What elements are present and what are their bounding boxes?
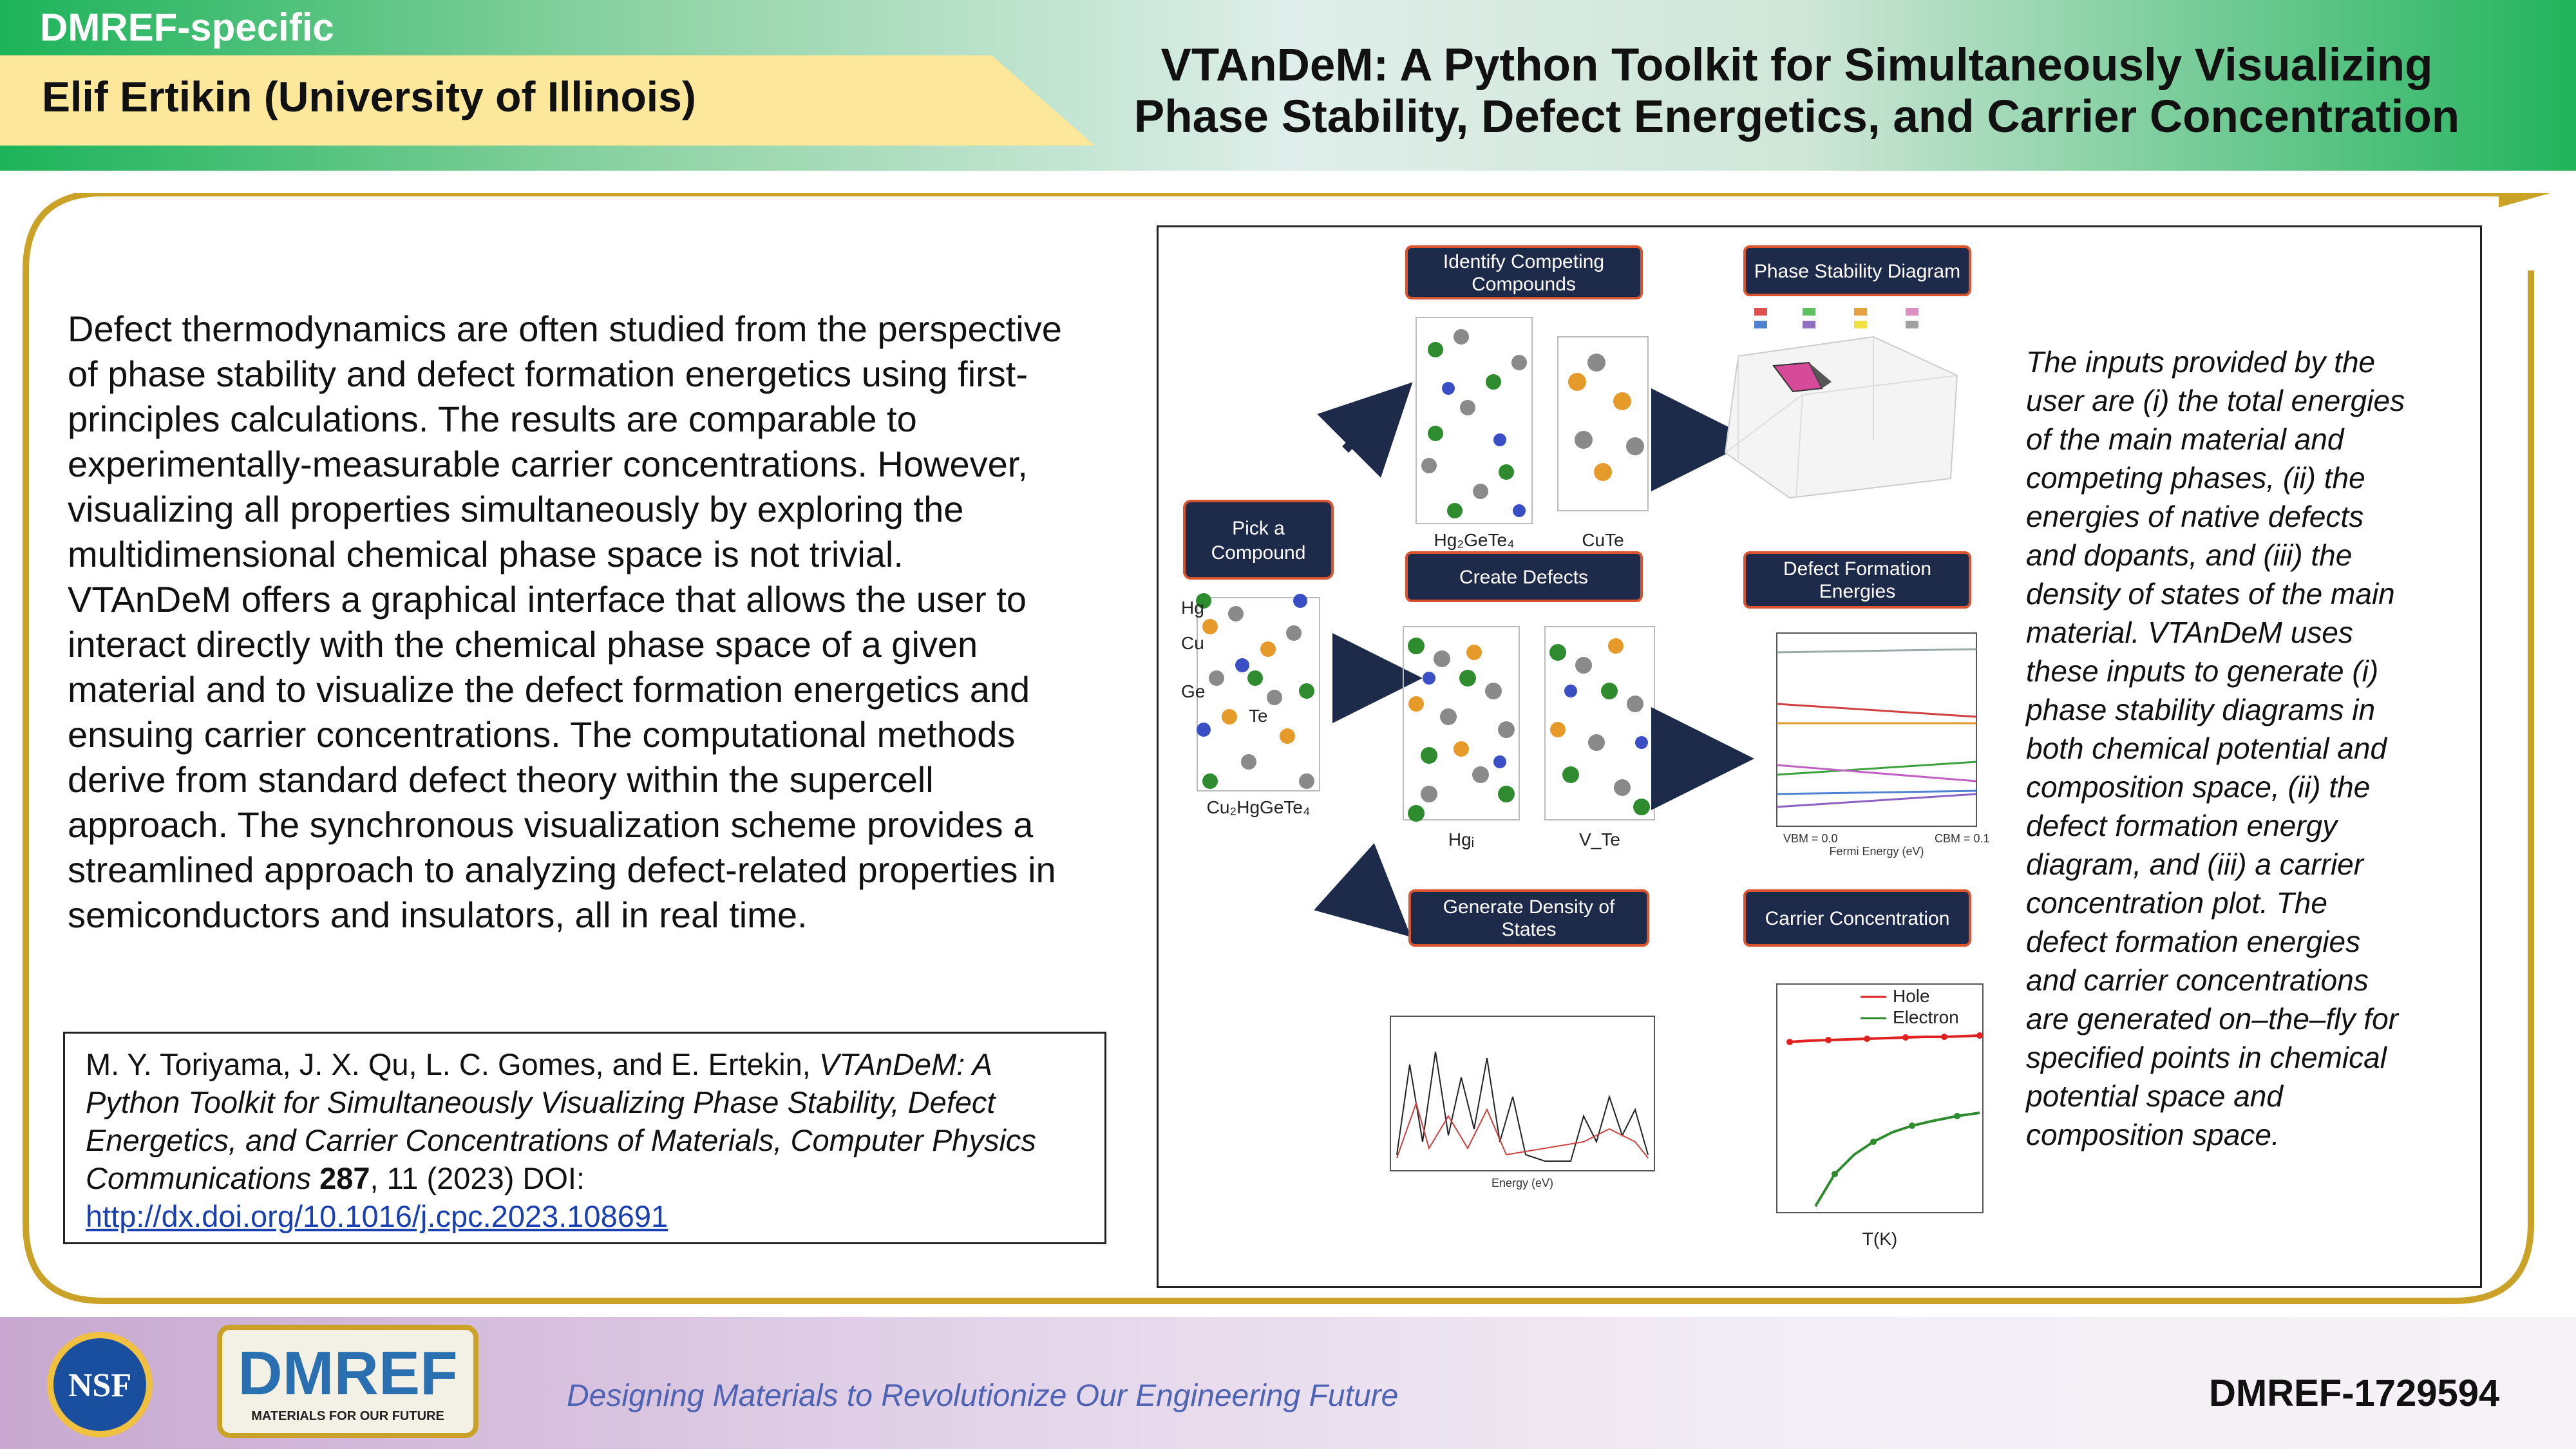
nsf-logo-text: NSF <box>68 1367 132 1404</box>
dos-plot <box>1390 1016 1654 1189</box>
description-line: user are (i) the total energies <box>2026 384 2405 417</box>
description-line: density of states of the main <box>2026 577 2395 611</box>
defect-energies-label-2: Energies <box>1819 581 1896 602</box>
carrier-xlabel: T(K) <box>1862 1229 1898 1249</box>
footer-tagline: Designing Materials to Revolutionize Our Engineering Future <box>567 1379 1399 1413</box>
dmref-logo-text: DMREF <box>238 1339 458 1408</box>
compound-1-label: Hg₂GeTe₄ <box>1434 530 1515 550</box>
doi-link[interactable]: http://dx.doi.org/10.1016/j.cpc.2023.108691 <box>86 1199 668 1233</box>
description-line: competing phases, (ii) the <box>2026 461 2365 495</box>
identify-label-2: Compounds <box>1472 274 1576 295</box>
intro-paragraph-2: VTAnDeM offers a graphical interface that allows the user to interact directly with the chemical phase space of a given material and to visualize the defect formation energetics and ensuing carrier concentrations. The computational methods derive from standard defect theory within the supercell approach. The synchronous visualization scheme provides a streamlined approach to analyzing defect-related properties in semiconductors and insulators, all in real time. <box>68 579 1056 935</box>
description-line: phase stability diagrams in <box>2026 693 2376 726</box>
carrier-button <box>1745 891 1970 945</box>
page-title <box>1056 40 2537 143</box>
defect-energies-button <box>1745 553 1970 607</box>
phase-diagram-button <box>1745 247 1970 295</box>
dos-xlabel: Energy (eV) <box>1491 1177 1554 1189</box>
competing-crystal-icons <box>1416 317 1648 550</box>
phase-diagram-plot <box>1725 308 1957 498</box>
reference-title: VTAnDeM: A Python Toolkit for Simultaneously Visualizing Phase Stability, Defect Energetics, and Carrier Concentrations of Materials, Computer Physics Communications <box>86 1047 1036 1195</box>
description-line: these inputs to generate (i) <box>2026 654 2379 688</box>
description-line: and carrier concentrations <box>2026 963 2369 997</box>
award-number: DMREF-1729594 <box>2209 1372 2500 1414</box>
phase-diagram-label: Phase Stability Diagram <box>1754 261 1961 282</box>
dfe-vbm-label: VBM = 0.0 <box>1783 832 1838 845</box>
element-label-te: Te <box>1249 706 1268 726</box>
reference-volume: 287 <box>319 1161 370 1195</box>
title-line-1: VTAnDeM: A Python Toolkit for Simultaneously Visualizing <box>1160 40 2433 91</box>
description-line: diagram, and (iii) a carrier <box>2026 848 2364 881</box>
defect-2-label: V_Te <box>1579 829 1620 849</box>
description-line: energies of native defects <box>2026 500 2364 533</box>
description-line: composition space, (ii) the <box>2026 770 2371 804</box>
description-line: material. VTAnDeM uses <box>2026 616 2353 649</box>
description-line: are generated on–the–fly for <box>2026 1002 2398 1036</box>
description-line: The inputs provided by the <box>2026 345 2376 379</box>
author-name: Elif Ertikin (University of Illinois) <box>42 73 696 120</box>
create-defects-label: Create Defects <box>1459 567 1589 588</box>
dos-label-1: Generate Density of <box>1443 896 1615 918</box>
defect-crystal-icons <box>1403 627 1654 849</box>
identify-compounds-button <box>1406 247 1642 298</box>
compound-2-label: CuTe <box>1582 530 1624 550</box>
main-compound-label: Cu₂HgGeTe₄ <box>1206 797 1311 817</box>
reference-pages: , 11 (2023) DOI: <box>370 1161 585 1195</box>
element-label-ge: Ge <box>1181 681 1206 701</box>
description-line: both chemical potential and <box>2026 732 2387 765</box>
pick-label-1: Pick a <box>1232 518 1285 539</box>
generate-dos-button <box>1410 891 1648 945</box>
defect-1-label: Hgᵢ <box>1448 829 1475 849</box>
description-line: defect formation energy <box>2026 809 2338 842</box>
description-line: defect formation energies <box>2026 925 2361 958</box>
figure-description <box>2026 343 2443 1154</box>
intro-paragraph-1: Defect thermodynamics are often studied from the perspective of phase stability and defect formation energetics using first-principles calculations. The results are comparable to experimentally-measurable carrier concentrations. However, visualizing all properties simultaneously by exploring the multidimensional chemical phase space is not trivial. <box>68 308 1062 574</box>
dmref-logo-subtitle: MATERIALS FOR OUR FUTURE <box>251 1409 444 1423</box>
element-label-hg: Hg <box>1181 598 1204 618</box>
program-tag: DMREF-specific <box>40 6 334 49</box>
reference-box <box>63 1032 1106 1244</box>
carrier-plot <box>1777 984 1983 1249</box>
dos-label-2: States <box>1501 919 1557 940</box>
description-line: composition space. <box>2026 1118 2280 1151</box>
title-line-2: Phase Stability, Defect Energetics, and Carrier Concentration <box>1133 91 2460 142</box>
arrow-up-icon <box>1345 414 1381 450</box>
description-line: and dopants, and (iii) the <box>2026 538 2353 572</box>
defect-energies-label-1: Defect Formation <box>1783 558 1932 580</box>
reference-authors: M. Y. Toriyama, J. X. Qu, L. C. Gomes, and E. Ertekin, <box>86 1047 819 1081</box>
intro-text <box>68 307 1098 938</box>
dfe-cbm-label: CBM = 0.1 <box>1935 832 1990 845</box>
main-crystal-icon <box>1181 593 1320 817</box>
nsf-logo <box>35 1327 164 1443</box>
pick-label-2: Compound <box>1211 542 1306 564</box>
description-line: potential space and <box>2026 1079 2283 1113</box>
legend-hole: Hole <box>1893 986 1930 1006</box>
carrier-label: Carrier Concentration <box>1765 908 1950 929</box>
legend-electron: Electron <box>1893 1007 1959 1027</box>
arrow-down-icon <box>1345 878 1378 907</box>
defect-energy-plot <box>1777 633 1990 858</box>
pick-compound-button <box>1184 501 1332 578</box>
create-defects-button <box>1406 553 1642 601</box>
dmref-logo <box>216 1323 480 1439</box>
description-line: of the main material and <box>2026 422 2344 456</box>
description-line: specified points in chemical <box>2026 1041 2387 1074</box>
element-label-cu: Cu <box>1181 633 1204 653</box>
description-line: concentration plot. The <box>2026 886 2327 920</box>
identify-label-1: Identify Competing <box>1443 251 1605 272</box>
dfe-xlabel: Fermi Energy (eV) <box>1829 845 1924 858</box>
